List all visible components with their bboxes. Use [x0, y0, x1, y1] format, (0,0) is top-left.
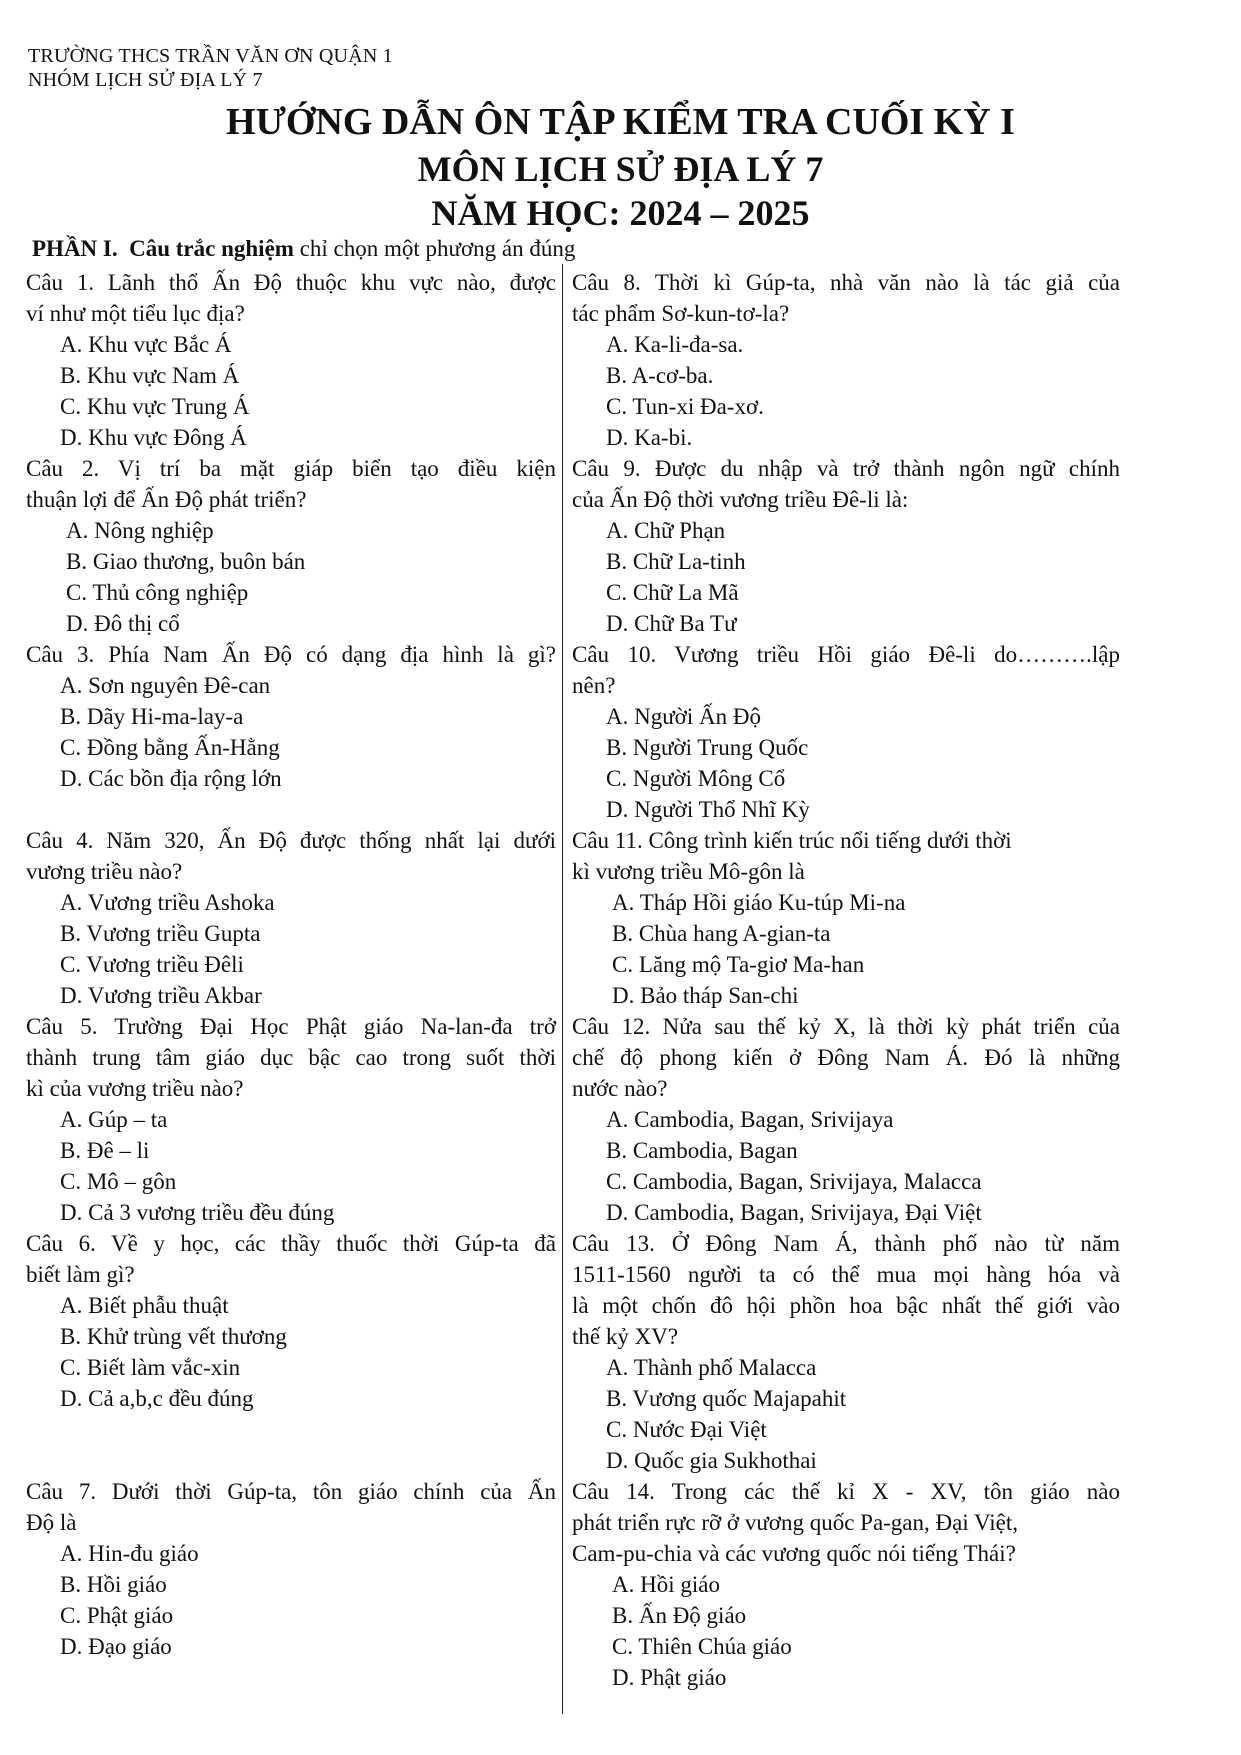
answer-option: D. Chữ Ba Tư: [606, 611, 737, 636]
question-line: Độ là: [26, 1510, 77, 1535]
answer-option: D. Các bồn địa rộng lớn: [60, 766, 282, 791]
answer-option: C. Cambodia, Bagan, Srivijaya, Malacca: [606, 1169, 982, 1194]
answer-option: B. Cambodia, Bagan: [606, 1138, 798, 1163]
answer-option: A. Hin-đu giáo: [60, 1541, 199, 1566]
answer-option: D. Đạo giáo: [60, 1634, 172, 1659]
question-line: Câu 3. Phía Nam Ấn Độ có dạng địa hình là gì?: [26, 642, 556, 667]
spacer-line: [26, 794, 556, 825]
answer-option: C. Thiên Chúa giáo: [612, 1634, 792, 1659]
answer-option: A. Hồi giáo: [612, 1572, 720, 1597]
right-question-column: [572, 267, 1120, 1693]
question-line: Câu 6. Về y học, các thầy thuốc thời Gúp-ta đã: [26, 1231, 556, 1256]
answer-option: C. Khu vực Trung Á: [60, 394, 250, 419]
answer-option: B. Dãy Hi-ma-lay-a: [60, 704, 244, 729]
document-title: HƯỚNG DẪN ÔN TẬP KIỂM TRA CUỐI KỲ I: [226, 101, 1015, 143]
answer-option: A. Người Ấn Độ: [606, 704, 761, 729]
answer-option: D. Phật giáo: [612, 1665, 727, 1690]
answer-option: C. Vương triều Đêli: [60, 952, 244, 977]
answer-option: C. Thủ công nghiệp: [66, 580, 249, 605]
answer-option: B. Vương quốc Majapahit: [606, 1386, 847, 1411]
subject-title: MÔN LỊCH SỬ ĐỊA LÝ 7: [417, 149, 824, 189]
answer-option: A. Ka-li-đa-sa.: [606, 332, 744, 357]
question-line: Câu 8. Thời kì Gúp-ta, nhà văn nào là tác giả của: [572, 270, 1120, 295]
question-line: là một chốn đô hội phồn hoa bậc nhất thế giới vào: [572, 1293, 1120, 1318]
answer-option: A. Tháp Hồi giáo Ku-túp Mi-na: [612, 890, 906, 915]
answer-option: B. A-cơ-ba.: [606, 363, 714, 388]
answer-option: C. Chữ La Mã: [606, 580, 739, 605]
answer-option: B. Khu vực Nam Á: [60, 363, 240, 388]
answer-option: C. Người Mông Cổ: [606, 766, 786, 791]
answer-option: A. Cambodia, Bagan, Srivijaya: [606, 1107, 894, 1132]
question-line: Câu 1. Lãnh thổ Ấn Độ thuộc khu vực nào, được: [26, 270, 556, 295]
question-line: nên?: [572, 673, 616, 698]
answer-option: D. Cả a,b,c đều đúng: [60, 1386, 254, 1411]
question-line: vương triều nào?: [26, 859, 183, 884]
answer-option: D. Quốc gia Sukhothai: [606, 1448, 817, 1473]
answer-option: D. Bảo tháp San-chi: [612, 983, 799, 1008]
school-header: [28, 44, 393, 92]
question-line: 1511-1560 người ta có thể mua mọi hàng hóa và: [572, 1262, 1120, 1287]
answer-option: B. Khử trùng vết thương: [60, 1324, 287, 1349]
answer-option: B. Ấn Độ giáo: [612, 1603, 747, 1628]
answer-option: C. Mô – gôn: [60, 1169, 177, 1194]
answer-option: B. Hồi giáo: [60, 1572, 167, 1597]
question-line: Câu 2. Vị trí ba mặt giáp biển tạo điều kiện: [26, 456, 556, 481]
school-year-title: NĂM HỌC: 2024 – 2025: [431, 193, 810, 233]
question-line: Câu 13. Ở Đông Nam Á, thành phố nào từ năm: [572, 1231, 1120, 1256]
answer-option: B. Đê – li: [60, 1138, 150, 1163]
answer-option: C. Lăng mộ Ta-giơ Ma-han: [612, 952, 865, 977]
answer-option: B. Vương triều Gupta: [60, 921, 261, 946]
answer-option: A. Nông nghiệp: [66, 518, 214, 543]
question-line: ví như một tiểu lục địa?: [26, 301, 245, 326]
answer-option: D. Ka-bi.: [606, 425, 693, 450]
question-line: thuận lợi để Ấn Độ phát triển?: [26, 487, 307, 512]
question-line: Câu 14. Trong các thế kỉ X - XV, tôn giáo nào: [572, 1479, 1120, 1504]
answer-option: D. Đô thị cổ: [66, 611, 180, 636]
part-label: PHẦN I.: [32, 236, 118, 261]
group-name: NHÓM LỊCH SỬ ĐỊA LÝ 7: [28, 69, 263, 91]
school-name: TRƯỜNG THCS TRẦN VĂN ƠN QUẬN 1: [28, 45, 393, 67]
question-line: Câu 7. Dưới thời Gúp-ta, tôn giáo chính của Ấn: [26, 1479, 556, 1504]
answer-option: D. Khu vực Đông Á: [60, 425, 247, 450]
answer-option: B. Giao thương, buôn bán: [66, 549, 306, 574]
answer-option: A. Thành phố Malacca: [606, 1355, 817, 1380]
left-question-column: [26, 267, 556, 1662]
answer-option: D. Vương triều Akbar: [60, 983, 262, 1008]
answer-option: B. Người Trung Quốc: [606, 735, 809, 760]
part-heading: [32, 235, 575, 263]
question-line: thành trung tâm giáo dục bậc cao trong suốt thời: [26, 1045, 556, 1070]
question-line: của Ấn Độ thời vương triều Đê-li là:: [572, 487, 909, 512]
question-line: Câu 9. Được du nhập và trở thành ngôn ngữ chính: [572, 456, 1120, 481]
answer-option: C. Tun-xi Đa-xơ.: [606, 394, 764, 419]
spacer-line: [26, 1445, 556, 1476]
answer-option: D. Cả 3 vương triều đều đúng: [60, 1200, 335, 1225]
answer-option: C. Phật giáo: [60, 1603, 174, 1628]
answer-option: C. Biết làm vắc-xin: [60, 1355, 241, 1380]
question-line: Câu 12. Nửa sau thế kỷ X, là thời kỳ phát triển của: [572, 1014, 1120, 1039]
answer-option: C. Nước Đại Việt: [606, 1417, 767, 1442]
question-line: kì của vương triều nào?: [26, 1076, 244, 1101]
question-line: tác phẩm Sơ-kun-tơ-la?: [572, 301, 790, 326]
part-instruction: chỉ chọn một phương án đúng: [299, 236, 576, 261]
answer-option: B. Chữ La-tinh: [606, 549, 746, 574]
answer-option: A. Gúp – ta: [60, 1107, 168, 1132]
answer-option: A. Vương triều Ashoka: [60, 890, 275, 915]
answer-option: B. Chùa hang A-gian-ta: [612, 921, 831, 946]
question-line: Câu 5. Trường Đại Học Phật giáo Na-lan-đa trở: [26, 1014, 556, 1039]
answer-option: C. Đồng bằng Ấn-Hằng: [60, 735, 280, 760]
spacer-line: [26, 1414, 556, 1445]
question-line: Câu 10. Vương triều Hồi giáo Đê-li do……….lập: [572, 642, 1120, 667]
answer-option: A. Khu vực Bắc Á: [60, 332, 232, 357]
question-line: chế độ phong kiến ở Đông Nam Á. Đó là những: [572, 1045, 1120, 1070]
question-line: nước nào?: [572, 1076, 668, 1101]
answer-option: A. Biết phẫu thuật: [60, 1293, 229, 1318]
question-line: phát triển rực rỡ ở vương quốc Pa-gan, Đại Việt,: [572, 1510, 1019, 1535]
question-line: biết làm gì?: [26, 1262, 135, 1287]
answer-option: D. Cambodia, Bagan, Srivijaya, Đại Việt: [606, 1200, 982, 1225]
answer-option: A. Sơn nguyên Đê-can: [60, 673, 271, 698]
part-name: Câu trắc nghiệm: [129, 236, 294, 261]
question-line: Câu 11. Công trình kiến trúc nổi tiếng dưới thời: [572, 828, 1012, 853]
question-line: kì vương triều Mô-gôn là: [572, 859, 805, 884]
answer-option: D. Người Thổ Nhĩ Kỳ: [606, 797, 810, 822]
question-line: Câu 4. Năm 320, Ấn Độ được thống nhất lại dưới: [26, 828, 556, 853]
question-line: Cam-pu-chia và các vương quốc nói tiếng Thái?: [572, 1541, 1016, 1566]
answer-option: A. Chữ Phạn: [606, 518, 726, 543]
column-divider: [562, 264, 563, 1714]
question-line: thế kỷ XV?: [572, 1324, 679, 1349]
